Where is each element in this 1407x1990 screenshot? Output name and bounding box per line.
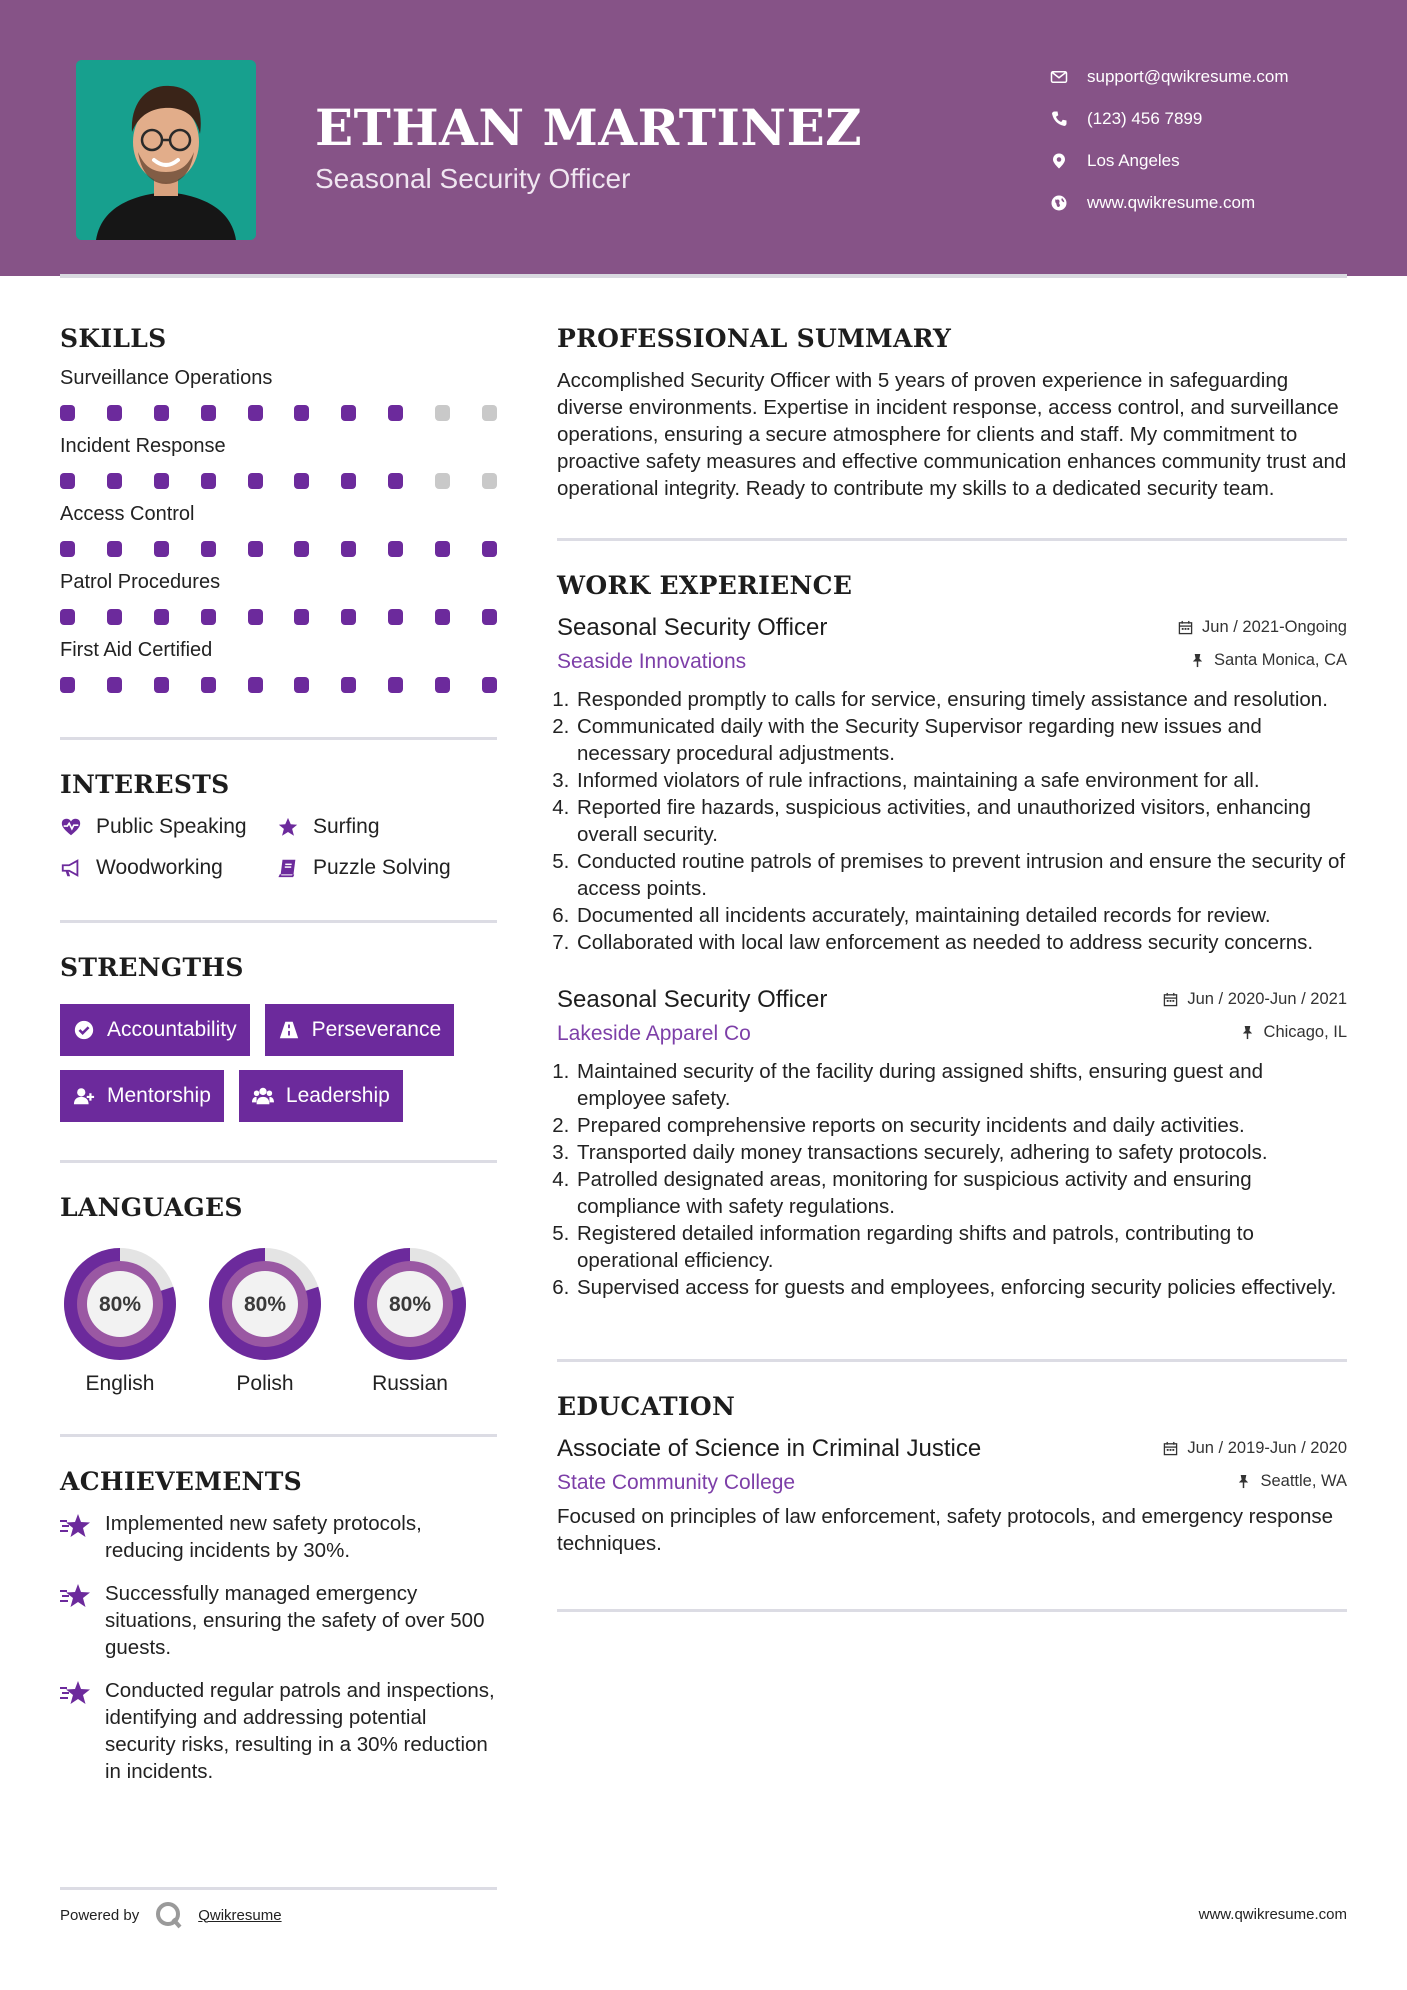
achievement-text: Implemented new safety protocols, reducing incidents by 30%. [105, 1512, 422, 1562]
pin-icon [1190, 653, 1205, 668]
strength-tag [60, 1070, 224, 1122]
skill-dot [294, 473, 309, 489]
avatar-illustration [76, 60, 256, 240]
strength-label: Perseverance [311, 1018, 442, 1041]
section-divider [557, 1609, 1347, 1612]
skill-dot [154, 541, 169, 557]
interest-item [60, 856, 277, 880]
strength-label: Leadership [285, 1084, 390, 1107]
job-bullet: 3. Informed violators of rule infractions, maintaining a safe environment for all. [575, 767, 1347, 794]
achievements-title: ACHIEVEMENTS [60, 1467, 302, 1496]
skills-section [60, 324, 497, 693]
skill-item [60, 503, 497, 557]
job-bullet: 6. Documented all incidents accurately, maintaining detailed records for review. [575, 902, 1347, 929]
skill-dot [435, 541, 450, 557]
strength-tag [265, 1004, 455, 1056]
language-ring [205, 1244, 325, 1364]
job-bullet: 4. Reported fire hazards, suspicious activities, and unauthorized visitors, enhancing overall security. [575, 794, 1347, 848]
achievement-item [60, 1677, 497, 1785]
skill-dot [154, 609, 169, 625]
skill-dot [294, 405, 309, 421]
job-bullet: 1. Responded promptly to calls for service, ensuring timely assistance and resolution. [575, 686, 1347, 713]
job-date [1178, 618, 1347, 637]
strengths-title: STRENGTHS [60, 953, 244, 982]
languages-section [60, 1193, 497, 1396]
section-divider [557, 1359, 1347, 1362]
header-divider [60, 274, 1347, 278]
contact-website[interactable] [1050, 182, 1289, 224]
skill-dot [201, 677, 216, 693]
skill-dot [201, 405, 216, 421]
interest-label: Puzzle Solving [313, 856, 451, 879]
skill-item [60, 367, 497, 421]
contact-location-text: Los Angeles [1087, 151, 1180, 170]
skill-dot [107, 405, 122, 421]
language-item [60, 1244, 180, 1396]
interest-label: Surfing [313, 815, 380, 838]
calendar-icon [1163, 1441, 1178, 1456]
language-percent: 80% [98, 1293, 142, 1316]
section-divider [60, 1434, 497, 1437]
interest-label: Public Speaking [96, 815, 247, 838]
powered-by [60, 1900, 282, 1930]
education-section [557, 1392, 1347, 1557]
skill-dot [60, 609, 75, 625]
contact-email[interactable] [1050, 56, 1289, 98]
skill-rating [60, 609, 497, 625]
candidate-role: Seasonal Security Officer [315, 163, 631, 194]
footer-website-link[interactable]: www.qwikresume.com [1198, 1906, 1347, 1923]
education-subheader [557, 1471, 1347, 1495]
language-ring [60, 1244, 180, 1364]
contact-location [1050, 140, 1289, 182]
skill-dot [248, 405, 263, 421]
education-header [557, 1435, 1347, 1463]
interest-label: Woodworking [96, 856, 223, 879]
job-date-text: Jun / 2021-Ongoing [1202, 618, 1347, 636]
qwikresume-logo-icon [154, 1900, 184, 1930]
job-header [557, 614, 1347, 642]
pin-icon [1236, 1474, 1251, 1489]
job-location-text: Santa Monica, CA [1214, 651, 1347, 669]
achievement-item [60, 1580, 497, 1661]
calendar-icon [1163, 992, 1178, 1007]
bullhorn-icon [60, 857, 82, 879]
job-bullet: 7. Collaborated with local law enforcement as needed to address security concerns. [575, 929, 1347, 956]
summary-text: Accomplished Security Officer with 5 years of proven experience in safeguarding diverse environments. Expertise in incident response, access control, and surveillance operations, ensuring a secure atmosphere for clients and staff. My commitment to proactive safety measures and effective communication enhances community trust and operational integrity. Ready to contribute my skills to a dedicated security team. [557, 369, 1347, 500]
map-marker-icon [1050, 152, 1068, 170]
job-location-text: Chicago, IL [1263, 1023, 1347, 1041]
star-badge-icon [60, 1679, 92, 1707]
summary-title: PROFESSIONAL SUMMARY [557, 324, 952, 353]
skill-dot [388, 677, 403, 693]
skill-dot [341, 473, 356, 489]
users-icon [252, 1085, 274, 1107]
section-divider [60, 737, 497, 740]
skill-dot [341, 677, 356, 693]
profile-photo [76, 60, 256, 240]
languages-list [60, 1244, 497, 1396]
skill-dot [435, 677, 450, 693]
skill-name: Patrol Procedures [60, 571, 221, 593]
skill-dot [482, 609, 497, 625]
job-location [1240, 1023, 1347, 1042]
job-company: Seaside Innovations [557, 650, 747, 673]
powered-by-label: Powered by [60, 1906, 140, 1924]
skill-dot [248, 677, 263, 693]
summary-section [557, 324, 1347, 502]
skill-name: Access Control [60, 503, 195, 525]
skill-dot [201, 473, 216, 489]
achievements-section [60, 1467, 497, 1785]
skill-dot [341, 405, 356, 421]
skill-dot [248, 541, 263, 557]
skill-dot [154, 405, 169, 421]
contact-email-text: support@qwikresume.com [1087, 67, 1289, 86]
job-bullets [557, 1058, 1347, 1301]
interests-list [60, 815, 497, 880]
star-icon [277, 816, 299, 838]
skill-rating [60, 405, 497, 421]
road-icon [278, 1019, 300, 1041]
education-description: Focused on principles of law enforcement, safety protocols, and emergency response techniques. [557, 1505, 1333, 1555]
skill-dot [435, 473, 450, 489]
language-percent: 80% [388, 1293, 432, 1316]
contact-phone[interactable] [1050, 98, 1289, 140]
skill-dot [248, 473, 263, 489]
skill-name: Surveillance Operations [60, 367, 273, 389]
skill-dot [435, 405, 450, 421]
job-bullet: 3. Transported daily money transactions securely, adhering to safety protocols. [575, 1139, 1347, 1166]
job-bullets [557, 686, 1347, 956]
achievement-text: Successfully managed emergency situations, ensuring the safety of over 500 guests. [105, 1582, 485, 1659]
language-name: Polish [236, 1372, 294, 1395]
skill-rating [60, 541, 497, 557]
job-bullet: 2. Communicated daily with the Security Supervisor regarding new issues and necessary procedural adjustments. [575, 713, 1347, 767]
candidate-name: ETHAN MARTINEZ [315, 98, 863, 157]
globe-icon [1050, 194, 1068, 212]
skill-dot [60, 541, 75, 557]
skill-dot [154, 473, 169, 489]
phone-icon [1050, 110, 1068, 128]
language-item [350, 1244, 470, 1396]
strength-tag [239, 1070, 403, 1122]
powered-by-brand-link[interactable]: Qwikresume [198, 1906, 282, 1924]
strengths-list [60, 1004, 497, 1122]
education-date [1163, 1439, 1347, 1458]
skill-dot [201, 609, 216, 625]
skill-dot [60, 473, 75, 489]
job-bullet: 2. Prepared comprehensive reports on security incidents and daily activities. [575, 1112, 1347, 1139]
resume-header [0, 0, 1407, 276]
left-column [60, 310, 497, 1785]
skill-rating [60, 473, 497, 489]
calendar-icon [1178, 620, 1193, 635]
job-date-text: Jun / 2020-Jun / 2021 [1187, 990, 1347, 1008]
achievement-text: Conducted regular patrols and inspections, identifying and addressing potential security risks, resulting in a 30% reduction in incidents. [105, 1679, 495, 1783]
job-entry [557, 614, 1347, 956]
skill-dot [294, 541, 309, 557]
job-company: Lakeside Apparel Co [557, 1022, 751, 1045]
skill-dot [482, 405, 497, 421]
job-bullet: 1. Maintained security of the facility during assigned shifts, ensuring guest and employee safety. [575, 1058, 1347, 1112]
skill-dot [294, 677, 309, 693]
contact-phone-text: (123) 456 7899 [1087, 109, 1203, 128]
job-location [1190, 651, 1347, 670]
heartbeat-icon [60, 816, 82, 838]
skill-name: Incident Response [60, 435, 226, 457]
skill-item [60, 571, 497, 625]
strengths-section [60, 953, 497, 1122]
section-divider [60, 1160, 497, 1163]
check-circle-icon [73, 1019, 95, 1041]
star-badge-icon [60, 1582, 92, 1610]
job-bullet: 6. Supervised access for guests and employees, enforcing security policies effectively. [575, 1274, 1347, 1301]
skill-dot [388, 541, 403, 557]
education-degree: Associate of Science in Criminal Justice [557, 1435, 982, 1462]
pin-icon [1240, 1025, 1255, 1040]
skill-dot [107, 677, 122, 693]
job-subheader [557, 650, 1347, 674]
achievement-item [60, 1510, 497, 1564]
strength-tag [60, 1004, 250, 1056]
skills-title: SKILLS [60, 324, 167, 353]
education-location-text: Seattle, WA [1260, 1472, 1347, 1490]
skill-dot [107, 609, 122, 625]
book-icon [277, 857, 299, 879]
user-plus-icon [73, 1085, 95, 1107]
skill-dot [388, 609, 403, 625]
job-bullet: 5. Conducted routine patrols of premises to prevent intrusion and ensure the security of access points. [575, 848, 1347, 902]
skill-dot [294, 609, 309, 625]
skill-rating [60, 677, 497, 693]
language-item [205, 1244, 325, 1396]
skill-dot [60, 677, 75, 693]
strength-label: Accountability [107, 1018, 237, 1041]
skills-list [60, 367, 497, 693]
skill-dot [482, 677, 497, 693]
strength-label: Mentorship [107, 1084, 211, 1107]
skill-dot [154, 677, 169, 693]
skill-dot [388, 473, 403, 489]
education-title: EDUCATION [557, 1392, 736, 1421]
language-name: English [85, 1372, 155, 1395]
experience-title: WORK EXPERIENCE [557, 571, 853, 600]
job-bullet: 5. Registered detailed information regarding shifts and patrols, contributing to operational efficiency. [575, 1220, 1347, 1274]
education-date-text: Jun / 2019-Jun / 2020 [1187, 1439, 1347, 1457]
skill-dot [435, 609, 450, 625]
interest-item [60, 815, 277, 839]
skill-dot [482, 541, 497, 557]
skill-dot [201, 541, 216, 557]
job-subheader [557, 1022, 1347, 1046]
interest-item [277, 856, 497, 880]
skill-dot [341, 541, 356, 557]
interests-section [60, 770, 497, 880]
contact-website-text: www.qwikresume.com [1087, 193, 1256, 212]
skill-dot [388, 405, 403, 421]
skill-dot [107, 473, 122, 489]
contact-list [1050, 56, 1289, 224]
job-title: Seasonal Security Officer [557, 986, 828, 1013]
language-name: Russian [372, 1372, 448, 1395]
education-school: State Community College [557, 1471, 796, 1494]
job-title: Seasonal Security Officer [557, 614, 828, 641]
section-divider [60, 920, 497, 923]
skill-dot [248, 609, 263, 625]
languages-title: LANGUAGES [60, 1193, 243, 1222]
section-divider [557, 538, 1347, 541]
job-entry [557, 986, 1347, 1301]
envelope-icon [1050, 68, 1068, 86]
language-percent: 80% [243, 1293, 287, 1316]
interest-item [277, 815, 497, 839]
job-date [1163, 990, 1347, 1009]
interests-title: INTERESTS [60, 770, 230, 799]
footer-divider [60, 1887, 497, 1890]
right-column [557, 310, 1347, 1612]
language-ring [350, 1244, 470, 1364]
skill-dot [60, 405, 75, 421]
skill-dot [482, 473, 497, 489]
skill-dot [341, 609, 356, 625]
experience-section [557, 571, 1347, 1301]
skill-dot [107, 541, 122, 557]
skill-name: First Aid Certified [60, 639, 213, 661]
skill-item [60, 435, 497, 489]
education-location [1236, 1472, 1347, 1491]
skill-item [60, 639, 497, 693]
star-badge-icon [60, 1512, 92, 1540]
job-header [557, 986, 1347, 1014]
job-bullet: 4. Patrolled designated areas, monitoring for suspicious activity and ensuring compliance with safety regulations. [575, 1166, 1347, 1220]
